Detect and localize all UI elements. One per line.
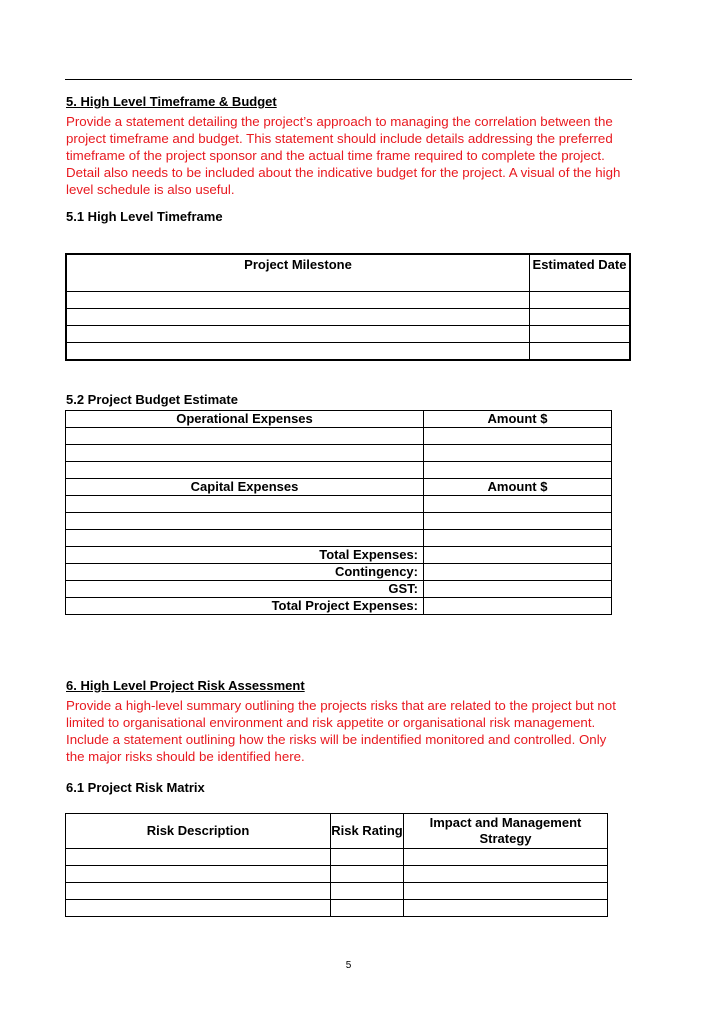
- table-row: [66, 445, 612, 462]
- table-cell[interactable]: [424, 462, 612, 479]
- table-cell[interactable]: [66, 462, 424, 479]
- table-cell[interactable]: [530, 309, 631, 326]
- table-cell[interactable]: [331, 849, 404, 866]
- table-cell[interactable]: [66, 496, 424, 513]
- table-cell[interactable]: [404, 866, 608, 883]
- table-cell[interactable]: [530, 292, 631, 309]
- operational-expenses-header: Operational Expenses: [66, 411, 424, 428]
- risk-matrix-heading: 6.1 Project Risk Matrix: [66, 780, 205, 795]
- table-cell[interactable]: [331, 900, 404, 917]
- risk-description-header: Risk Description: [66, 814, 331, 849]
- table-row: [66, 496, 612, 513]
- gst-value[interactable]: [424, 581, 612, 598]
- table-cell[interactable]: [66, 428, 424, 445]
- table-header-row: [66, 254, 630, 292]
- table-cell[interactable]: [66, 445, 424, 462]
- table-row: [66, 900, 608, 917]
- section-6-heading: 6. High Level Project Risk Assessment: [66, 678, 305, 693]
- milestone-column-header: Project Milestone: [66, 254, 530, 292]
- table-row: [66, 292, 630, 309]
- total-project-expenses-value[interactable]: [424, 598, 612, 615]
- table-cell[interactable]: [530, 343, 631, 361]
- timeframe-table: [65, 253, 631, 361]
- table-row: [66, 326, 630, 343]
- table-row: [66, 849, 608, 866]
- table-row: [66, 547, 612, 564]
- table-cell[interactable]: [66, 513, 424, 530]
- table-cell[interactable]: [66, 309, 530, 326]
- table-cell[interactable]: [530, 326, 631, 343]
- total-expenses-label: Total Expenses:: [66, 547, 424, 564]
- table-row: [66, 883, 608, 900]
- table-row: [66, 428, 612, 445]
- table-row: [66, 866, 608, 883]
- impact-strategy-header: Impact and Management Strategy: [404, 814, 608, 849]
- timeframe-heading: 5.1 High Level Timeframe: [66, 209, 223, 224]
- table-cell[interactable]: [66, 326, 530, 343]
- table-cell[interactable]: [66, 883, 331, 900]
- amount-header: Amount $: [424, 479, 612, 496]
- section-5-description: Provide a statement detailing the project’s approach to managing the correlation between the project timeframe and budget. This statement should include details addressing the preferred timeframe of the project sponsor and the actual time frame required to complete the project. Detail also needs to be included about the indicative budget for the project. A visual of the high level schedule is also useful.: [66, 114, 621, 197]
- risk-matrix-table: [65, 813, 608, 917]
- total-project-expenses-label: Total Project Expenses:: [66, 598, 424, 615]
- page-number: 5: [345, 960, 352, 971]
- table-cell[interactable]: [424, 445, 612, 462]
- table-header-row: [66, 814, 608, 849]
- risk-rating-header: Risk Rating: [331, 814, 404, 849]
- budget-table: [65, 410, 612, 615]
- header-rule: [65, 79, 632, 80]
- total-expenses-value[interactable]: [424, 547, 612, 564]
- contingency-label: Contingency:: [66, 564, 424, 581]
- section-5-heading: 5. High Level Timeframe & Budget: [66, 94, 277, 109]
- table-row: [66, 581, 612, 598]
- table-cell[interactable]: [331, 866, 404, 883]
- table-row: [66, 598, 612, 615]
- table-cell[interactable]: [66, 900, 331, 917]
- section-6-description: Provide a high-level summary outlining the projects risks that are related to the project but not limited to organisational environment and risk appetite or organisational risk management. Include a statement outlining how the risks will be indentified monitored and controlled. Only the major risks should be identified here.: [66, 698, 616, 764]
- table-header-row: [66, 479, 612, 496]
- table-cell[interactable]: [424, 530, 612, 547]
- table-cell[interactable]: [404, 900, 608, 917]
- table-row: [66, 513, 612, 530]
- table-cell[interactable]: [66, 343, 530, 361]
- table-cell[interactable]: [424, 428, 612, 445]
- budget-heading: 5.2 Project Budget Estimate: [66, 392, 238, 407]
- table-row: [66, 343, 630, 361]
- table-row: [66, 530, 612, 547]
- contingency-value[interactable]: [424, 564, 612, 581]
- table-row: [66, 564, 612, 581]
- table-cell[interactable]: [404, 883, 608, 900]
- table-cell[interactable]: [424, 496, 612, 513]
- table-cell[interactable]: [66, 292, 530, 309]
- table-cell[interactable]: [424, 513, 612, 530]
- table-cell[interactable]: [66, 866, 331, 883]
- gst-label: GST:: [66, 581, 424, 598]
- table-header-row: [66, 411, 612, 428]
- table-row: [66, 462, 612, 479]
- table-cell[interactable]: [404, 849, 608, 866]
- amount-header: Amount $: [424, 411, 612, 428]
- table-cell[interactable]: [66, 530, 424, 547]
- table-cell[interactable]: [66, 849, 331, 866]
- estimated-date-column-header: Estimated Date: [530, 254, 631, 292]
- table-row: [66, 309, 630, 326]
- table-cell[interactable]: [331, 883, 404, 900]
- capital-expenses-header: Capital Expenses: [66, 479, 424, 496]
